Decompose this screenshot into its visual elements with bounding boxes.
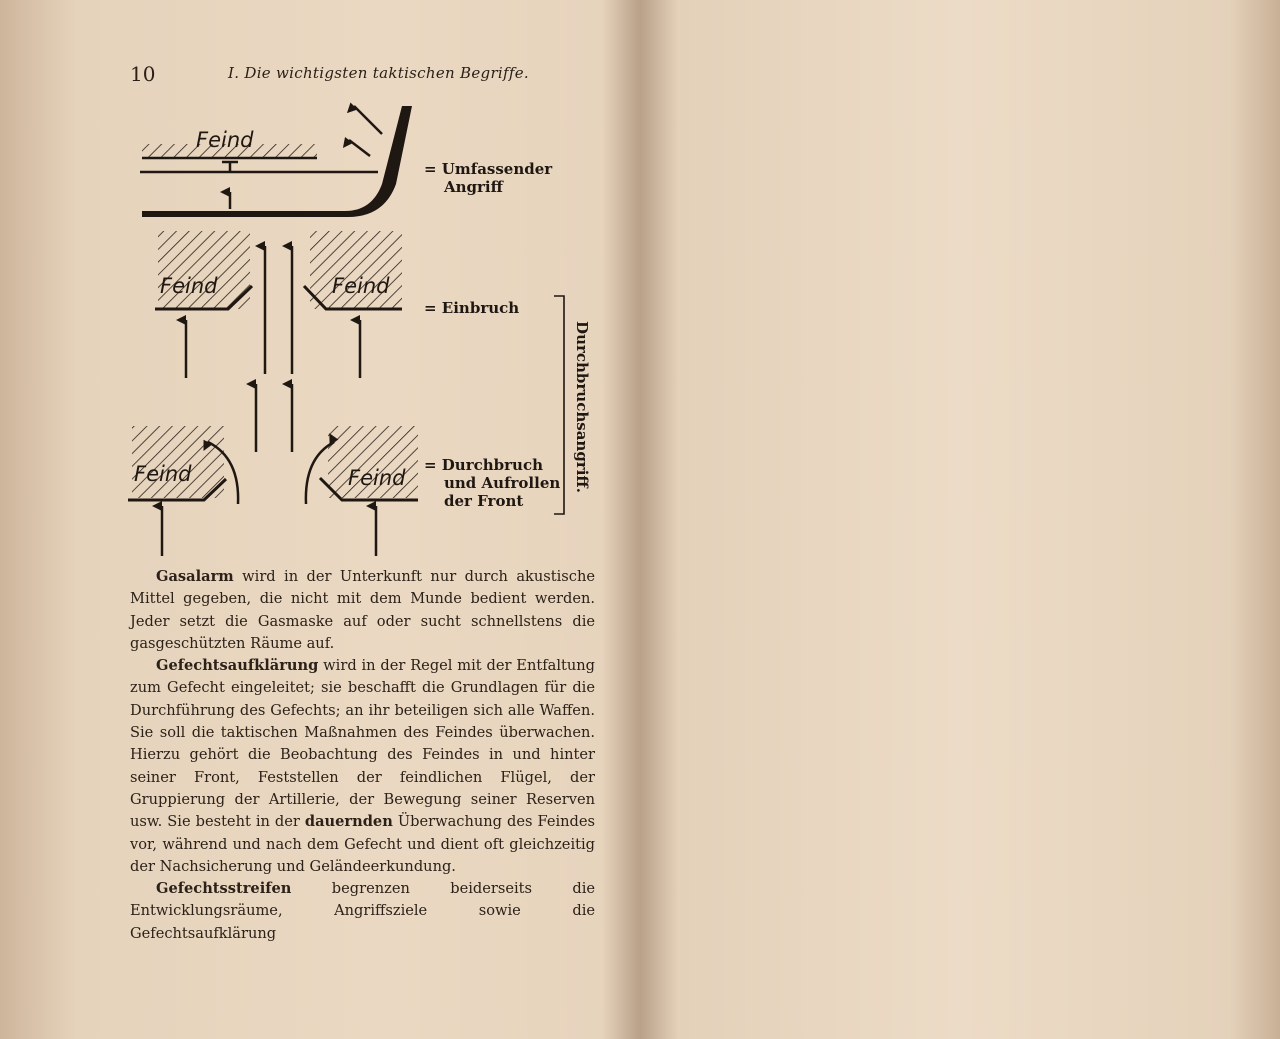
label-umfassender-angriff bbox=[424, 160, 552, 196]
page-number: 10 bbox=[130, 62, 156, 86]
label-durchbruchsangriff bbox=[572, 322, 592, 492]
label-line: = Umfassender bbox=[424, 160, 553, 178]
feind-label: Feind bbox=[160, 274, 218, 298]
einbruch-section bbox=[155, 231, 402, 378]
paragraph bbox=[130, 878, 595, 945]
paragraph-text: begrenzen beiderseits die Entwicklungsräume, Angriffsziele sowie die Gefechtsaufklärung bbox=[130, 880, 595, 942]
feind-label: Feind bbox=[134, 462, 192, 486]
umfassung-section bbox=[140, 106, 412, 217]
term: dauernden bbox=[304, 813, 393, 831]
label-durchbruch bbox=[424, 456, 560, 510]
left-body-text bbox=[130, 566, 595, 945]
term: Gefechtsstreifen bbox=[156, 880, 292, 898]
vertical-label-text: Durchbruchsangriff. bbox=[573, 321, 591, 493]
paragraph bbox=[130, 655, 595, 878]
term: Gasalarm bbox=[156, 568, 234, 585]
paragraph-text: wird in der Regel mit der Entfaltung zum Gefecht eingeleitet; sie beschafft die Grundlagen für die Durchführung des Gefechts; an ihr beteiligen sich alle Waffen. Sie soll die taktischen Maßnahmen des Feindes überwachen. Hierzu gehört die Beobachtung des Feindes in und hinter seiner Front, Feststellen der feindlichen Flügel, der Gruppierung der Artillerie, der Bewegung seiner Reserven usw. Sie besteht in der bbox=[130, 657, 595, 831]
label-einbruch: = Einbruch bbox=[424, 299, 520, 317]
running-head: I. Die wichtigsten taktischen Begriffe. bbox=[228, 64, 529, 82]
label-line: = Durchbruch bbox=[424, 456, 543, 474]
right-page bbox=[640, 0, 1280, 1039]
paragraph-text: Überwachung des Feindes vor, während und nach dem Gefecht und dient oft gleichzeitig der Nachsicherung und Geländeerkundung. bbox=[130, 813, 595, 875]
tactical-diagram bbox=[120, 96, 620, 566]
feind-label: Feind bbox=[348, 466, 406, 490]
paragraph-text: wird in der Unterkunft nur durch akustische Mittel gegeben, die nicht mit dem Munde bedient werden. Jeder setzt die Gasmaske auf oder sucht schnellstens die gasgeschützten Räume auf. bbox=[130, 568, 595, 652]
label-line: Angriff bbox=[444, 178, 503, 196]
feind-label: Feind bbox=[196, 128, 254, 152]
paragraph bbox=[130, 566, 595, 655]
term: Gefechtsaufklärung bbox=[156, 657, 319, 675]
feind-label: Feind bbox=[332, 274, 390, 298]
label-line: und Aufrollen bbox=[444, 474, 561, 492]
label-line: der Front bbox=[444, 492, 524, 510]
